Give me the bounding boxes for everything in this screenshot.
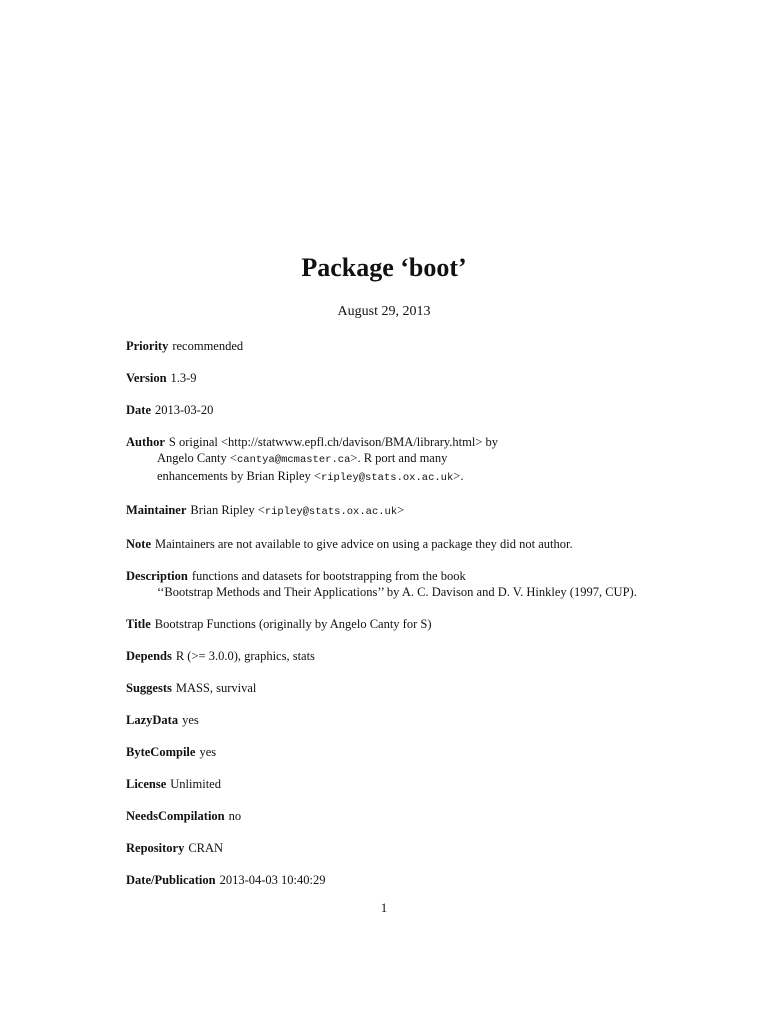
field-maintainer	[126, 502, 726, 520]
field-key: Description	[126, 569, 188, 583]
field-title	[126, 616, 726, 632]
field-version	[126, 370, 726, 386]
field-value: recommended	[172, 339, 244, 353]
field-value: Bootstrap Functions (originally by Angelo Canty for S)	[154, 617, 432, 631]
field-key: Date/Publication	[126, 873, 216, 887]
author-line-2: Angelo Canty <cantya@mcmaster.ca>. R port and many	[157, 451, 448, 466]
field-key: Version	[126, 371, 167, 385]
field-key: ByteCompile	[126, 745, 196, 759]
field-key: Date	[126, 403, 151, 417]
field-datepublication	[126, 872, 726, 888]
field-key: LazyData	[126, 713, 179, 727]
field-value: 2013-03-20	[155, 403, 214, 417]
email-text: ripley@stats.ox.ac.uk	[320, 472, 454, 484]
field-bytecompile	[126, 744, 726, 760]
field-value: 1.3-9	[170, 371, 197, 385]
field-license	[126, 776, 726, 792]
package-title: Package ‘boot’	[301, 253, 467, 282]
field-key: Suggests	[126, 681, 172, 695]
field-key: Repository	[126, 841, 185, 855]
field-value: MASS, survival	[175, 681, 257, 695]
document-date: August 29, 2013	[337, 304, 431, 319]
field-needscompilation	[126, 808, 726, 824]
field-value: yes	[199, 745, 217, 759]
email-text: cantya@mcmaster.ca	[236, 454, 351, 466]
field-key: Author	[126, 435, 165, 449]
field-author	[126, 434, 726, 486]
field-repository	[126, 840, 726, 856]
page-number: 1	[380, 901, 388, 915]
field-priority	[126, 338, 726, 354]
field-value: 2013-04-03 10:40:29	[219, 873, 326, 887]
field-value: Unlimited	[170, 777, 221, 791]
field-note	[126, 536, 726, 552]
field-suggests	[126, 680, 726, 696]
field-key: License	[126, 777, 167, 791]
field-key: Priority	[126, 339, 169, 353]
field-value: no	[228, 809, 242, 823]
field-value: R (>= 3.0.0), graphics, stats	[175, 649, 315, 663]
field-depends	[126, 648, 726, 664]
field-key: Title	[126, 617, 151, 631]
field-date	[126, 402, 726, 418]
author-line-3: enhancements by Brian Ripley <ripley@stats.ox.ac.uk>.	[157, 469, 464, 484]
field-value: Maintainers are not available to give advice on using a package they did not author.	[155, 537, 573, 551]
field-key: Note	[126, 537, 151, 551]
field-key: NeedsCompilation	[126, 809, 225, 823]
field-value: yes	[182, 713, 199, 727]
field-description	[126, 568, 726, 600]
email-text: ripley@stats.ox.ac.uk	[264, 506, 398, 518]
package-fields	[126, 338, 726, 904]
field-lazydata	[126, 712, 726, 728]
field-value: Brian Ripley <ripley@stats.ox.ac.uk>	[190, 503, 405, 518]
field-value: CRAN	[188, 841, 224, 855]
field-key: Maintainer	[126, 503, 187, 517]
field-value: functions and datasets for bootstrapping from the book	[191, 569, 466, 583]
field-value: S original <http://statwww.epfl.ch/davison/BMA/library.html> by	[168, 435, 499, 449]
description-line-2: ‘‘Bootstrap Methods and Their Applications’’ by A. C. Davison and D. V. Hinkley (1997, CUP).	[157, 585, 637, 599]
field-key: Depends	[126, 649, 172, 663]
